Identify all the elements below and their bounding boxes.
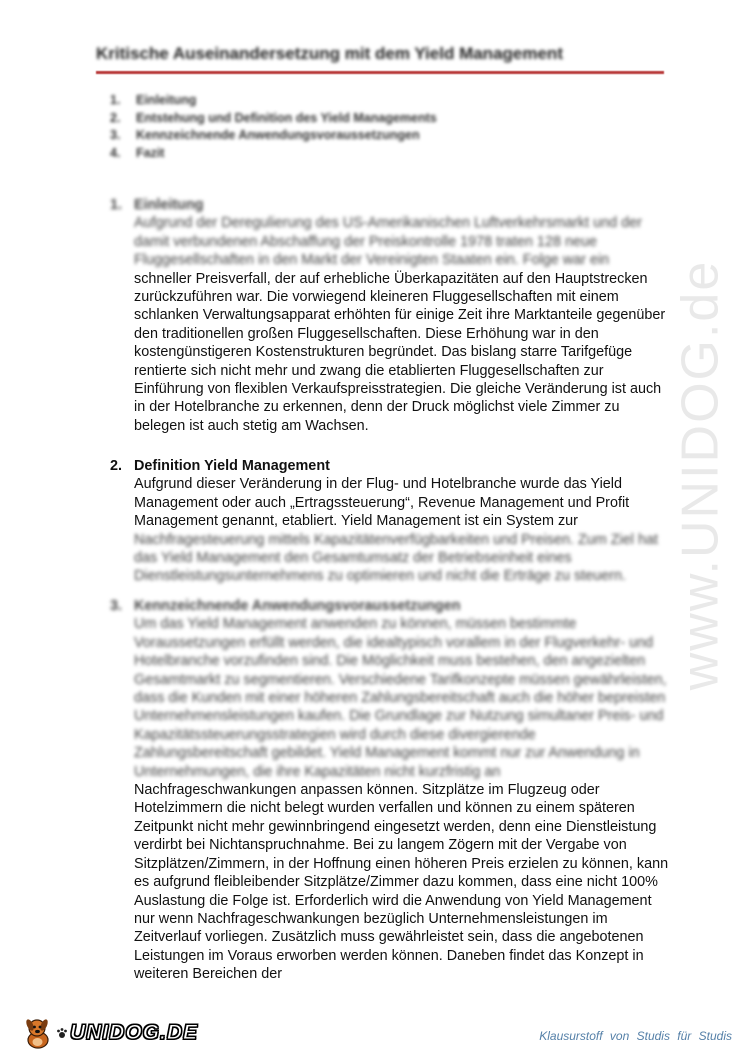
unidog-logo (22, 1016, 198, 1050)
title-underline (96, 71, 664, 74)
section-heading: 2. Definition Yield Management (110, 458, 330, 474)
section-heading: 3. Kennzeichnende Anwendungsvoraussetzungen (110, 598, 461, 614)
section-einleitung (110, 196, 670, 435)
table-of-contents (110, 92, 437, 162)
section-heading: 1. Einleitung (110, 197, 204, 213)
toc-item: 4. Fazit (110, 145, 165, 160)
toc-item: 1. Einleitung (110, 93, 197, 107)
document-title: Kritische Auseinandersetzung mit dem Yield Management (96, 44, 563, 63)
footer-tagline: Klausurstoff von Studis für Studis (539, 1029, 732, 1043)
dog-mascot-icon (22, 1016, 54, 1050)
paragraph: Aufgrund dieser Veränderung in der Flug- und Hotelbranche wurde das Yield Management oder auch „Ertragssteuerung“, Revenue Management und Profit Management genannt, etabliert. Yield Management ist ein System zur (134, 476, 630, 530)
toc-item: 3. Kennzeichnende Anwendungsvoraussetzungen (110, 128, 420, 142)
watermark: www.UNIDOG.de (671, 259, 729, 691)
blurred-paragraph: Aufgrund der Deregulierung des US-Amerikanischen Luftverkehrsmarkt und der damit verbundenen Abschaffung der Preiskontrolle 1978 traten 128 neue Fluggesellschaften in den Markt der Vereinigten Staaten ein. Folge war ein (134, 215, 642, 269)
paragraph: schneller Preisverfall, der auf erhebliche Überkapazitäten auf den Hauptstrecken zurückzuführen war. Die vorwiegend kleineren Fluggesellschaften mit einem schlanken Verwaltungsapparat erhöhten für einige Zeit ihre Marktanteile gegenüber den traditionellen großen Fluggesellschaften. Diese Erhöhung war in den kostengünstigeren Kostenstrukturen begründet. Das bislang starre Tarifgefüge rentierte sich nicht mehr und zwang die etablierten Fluggesellschaften zur Einführung von flexiblen Verkaufspreisstrategien. Die gleiche Veränderung ist auch in der Hotelbranche zu erkennen, denn der Druck möglichst viele Zimmer zu belegen ist auch stetig am Wachsen. (134, 270, 666, 434)
section-definition (110, 457, 670, 586)
logo-text: UNIDOG.DE (70, 1021, 199, 1044)
paw-icon (56, 1027, 68, 1039)
section-anwendungsvoraussetzungen (110, 597, 670, 984)
blurred-paragraph: Nachfragesteuerung mittels Kapazitätenverfügbarkeiten und Preisen. Zum Ziel hat das Yield Management den Gesamtumsatz der Betriebseinheit eines Dienstleistungsunternehmens zu optimieren und nicht die Erträge zu steuern. (134, 531, 658, 585)
toc-item: 2. Entstehung und Definition des Yield Managements (110, 110, 437, 125)
paragraph: Nachfrageschwankungen anpassen können. Sitzplätze im Flugzeug oder Hotelzimmern die nicht belegt wurden verfallen und können zu einem späteren Zeitpunkt nicht mehr gewinnbringend eingesetzt werden, denn eine Dienstleistung verdirbt bei Nichtanspruchnahme. Bei zu langem Zögern mit der Vergabe von Sitzplätzen/Zimmern, in der Hoffnung einen höheren Preis erzielen zu können, kann es aufgrund fleibleibender Sitzplätze/Zimmer dazu kommen, dass eine nicht 100% Auslastung die Folge ist. Erforderlich wird die Anwendung von Yield Management nur wenn Nachfrageschwankungen bezüglich Unternehmensleistungen im Zeitverlauf vorliegen. Zusätzlich muss gewährleistet sein, dass die angebotenen Leistungen im Voraus erworben werden können. Daneben findet das Konzept in weiteren Bereichen der (134, 782, 669, 983)
blurred-paragraph: Um das Yield Management anwenden zu können, müssen bestimmte Voraussetzungen erfüllt werden, die idealtypisch vorallem in der Flugverkehr- und Hotelbranche vorzufinden sind. Die Möglichkeit muss bestehen, den angezielten Gesamtmarkt zu segmentieren. Verschiedene Tarifkonzepte müssen gewährleisten, dass die Kunden mit einer höheren Zahlungsbereitschaft auch die höher bepreisten Unternehmensleistungen kaufen. Die Grundlage zur Nutzung simultaner Preis- und Kapazitätssteuerungsstrategien wird durch diese divergierende Zahlungsbereitschaft gebildet. Yield Management kommt nur zur Anwendung in Unternehmungen, die ihre Kapazitäten nicht kurzfristig an (134, 616, 667, 780)
